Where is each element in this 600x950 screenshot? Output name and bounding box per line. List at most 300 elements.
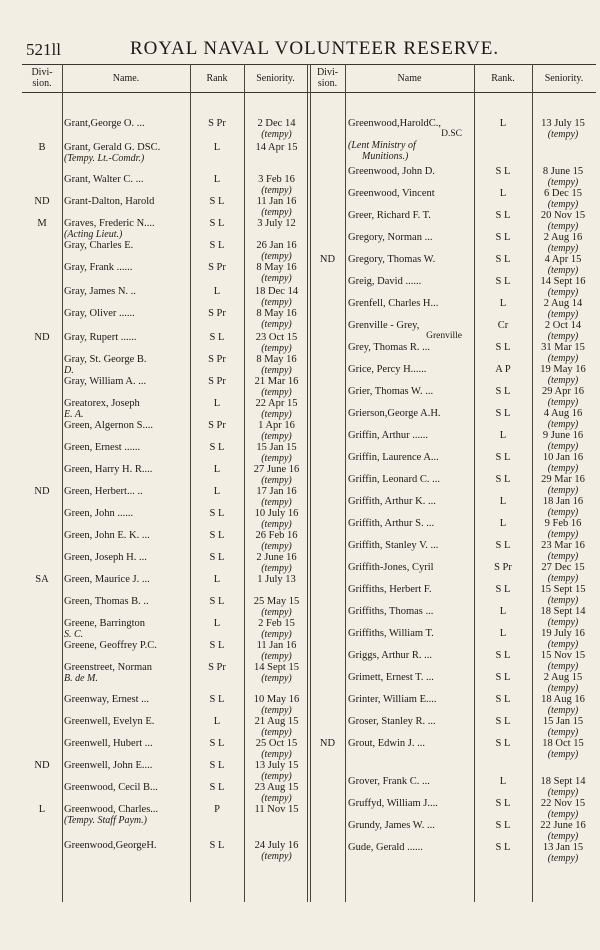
seniority-date: 9 Feb 16 <box>544 518 582 529</box>
name-text: Grinter, William E.... <box>348 694 437 705</box>
name-cell <box>348 518 462 529</box>
rank-cell: L <box>499 188 507 199</box>
seniority-note: (tempy) <box>261 365 292 376</box>
seniority-cell <box>246 840 307 862</box>
rank-cell: S Pr <box>208 308 226 319</box>
seniority-cell <box>532 298 594 320</box>
name-cell <box>348 276 462 287</box>
name-text: Greenwood, John D. <box>348 166 435 177</box>
seniority-note: (tempy) <box>261 673 292 684</box>
seniority-date: 2 Feb 15 <box>258 618 295 629</box>
name-cell <box>348 188 462 199</box>
seniority-cell <box>532 540 594 562</box>
seniority-note: (tempy) <box>547 809 579 820</box>
name-subtext: Grenville <box>426 331 462 341</box>
seniority-note: (tempy) <box>261 519 292 530</box>
seniority-date: 4 Aug 16 <box>543 408 583 419</box>
seniority-cell <box>532 842 594 864</box>
rank-cell: S L <box>209 218 225 229</box>
name-cell <box>64 840 190 851</box>
name-text: Griffin, Laurence A... <box>348 452 439 463</box>
name-cell <box>64 218 190 240</box>
seniority-date: 11 Jan 16 <box>256 196 297 207</box>
seniority-note: (tempy) <box>547 397 579 408</box>
seniority-note: (tempy) <box>261 607 292 618</box>
name-cell <box>64 530 190 541</box>
name-subtext: D.SC <box>441 129 462 139</box>
seniority-date: 1 Apr 16 <box>258 420 295 431</box>
name-text: Grout, Edwin J. ... <box>348 738 425 749</box>
rank-cell: S Pr <box>208 262 226 273</box>
rank-cell: L <box>499 430 507 441</box>
name-text: Grimett, Ernest T. ... <box>348 672 434 683</box>
seniority-note: (tempy) <box>547 595 579 606</box>
name-cell <box>348 342 462 353</box>
name-cell <box>64 486 190 497</box>
name-text: Greene, Geoffrey P.C. <box>64 640 157 651</box>
name-text: Greenwell, Evelyn E. <box>64 716 155 727</box>
seniority-cell <box>246 662 307 684</box>
name-text: Griffiths, Thomas ... <box>348 606 434 617</box>
rank-cell: S L <box>495 474 511 485</box>
rank-cell: L <box>499 518 507 529</box>
seniority-date: 24 July 16 <box>254 840 299 851</box>
seniority-cell <box>246 486 307 508</box>
name-text: Graves, Frederic N.... <box>64 218 155 229</box>
name-text: Grenfell, Charles H... <box>348 298 439 309</box>
rank-cell: S L <box>495 738 511 749</box>
seniority-date: 29 Mar 16 <box>541 474 585 485</box>
name-text: Gude, Gerald ...... <box>348 842 423 853</box>
name-cell <box>348 320 462 342</box>
seniority-date: 20 Nov 15 <box>540 210 586 221</box>
seniority-note: (tempy) <box>261 273 292 284</box>
rank-cell: L <box>499 118 507 129</box>
name-text: Greenwood, Charles... <box>64 804 159 815</box>
seniority-cell <box>246 240 307 262</box>
name-cell <box>64 662 190 684</box>
seniority-note: (tempy) <box>547 749 579 760</box>
seniority-cell <box>532 232 594 254</box>
seniority-cell <box>246 574 307 585</box>
seniority-note: (tempy) <box>261 771 292 782</box>
seniority-date: 26 Jan 16 <box>256 240 297 251</box>
name-text: Griffin, Leonard C. ... <box>348 474 440 485</box>
seniority-cell <box>246 530 307 552</box>
rank-cell: S Pr <box>208 420 226 431</box>
seniority-cell <box>532 386 594 408</box>
seniority-date: 23 Aug 15 <box>254 782 299 793</box>
seniority-date: 3 Feb 16 <box>258 174 295 185</box>
name-text: Greene, Barrington <box>64 618 146 629</box>
seniority-note: (tempy) <box>547 221 579 232</box>
rank-cell: S L <box>209 640 225 651</box>
name-cell <box>64 174 190 185</box>
name-text: Grierson,George A.H. <box>348 408 441 419</box>
seniority-date: 10 July 16 <box>254 508 299 519</box>
seniority-cell <box>532 166 594 188</box>
name-text: Green, Thomas B. .. <box>64 596 149 607</box>
seniority-cell <box>532 606 594 628</box>
seniority-cell <box>246 308 307 330</box>
name-subtext: (Acting Lieut.) <box>64 229 123 240</box>
name-text: Griffiths, William T. <box>348 628 434 639</box>
rank-cell: S L <box>495 254 511 265</box>
seniority-note: (tempy) <box>547 199 579 210</box>
name-cell <box>64 508 190 519</box>
name-subtext: D. <box>64 365 74 376</box>
seniority-note: (tempy) <box>547 573 579 584</box>
seniority-cell <box>246 262 307 284</box>
name-text: Green, Maurice J. ... <box>64 574 150 585</box>
name-cell <box>348 738 462 749</box>
table-top-rule <box>22 64 596 65</box>
name-text: Gruffyd, William J.... <box>348 798 438 809</box>
name-cell <box>348 452 462 463</box>
seniority-cell <box>532 210 594 232</box>
rank-cell: S L <box>209 596 225 607</box>
rank-cell: L <box>213 174 221 185</box>
name-cell <box>348 672 462 683</box>
seniority-note: (tempy) <box>261 431 292 442</box>
seniority-cell <box>246 420 307 442</box>
seniority-note: (tempy) <box>261 497 292 508</box>
name-text: Gray, Frank ...... <box>64 262 133 273</box>
seniority-date: 15 Sept 15 <box>540 584 586 595</box>
seniority-note: (tempy) <box>547 441 579 452</box>
name-text: Grant, Gerald G. DSC. <box>64 142 161 153</box>
name-cell <box>348 430 462 441</box>
name-text: Gregory, Thomas W. <box>348 254 436 265</box>
seniority-note: (tempy) <box>547 853 579 864</box>
rank-cell: S L <box>495 694 511 705</box>
seniority-date: 14 Apr 15 <box>255 142 298 153</box>
name-text: Gray, William A. ... <box>64 376 147 387</box>
seniority-date: 2 Aug 16 <box>543 232 583 243</box>
rank-cell: S L <box>495 820 511 831</box>
seniority-date: 27 June 16 <box>253 464 300 475</box>
name-cell <box>348 628 462 639</box>
seniority-cell <box>246 640 307 662</box>
rank-cell: S L <box>495 798 511 809</box>
seniority-note: (tempy) <box>547 617 579 628</box>
seniority-note: (tempy) <box>261 475 292 486</box>
name-cell <box>348 716 462 727</box>
seniority-cell <box>532 518 594 540</box>
seniority-cell <box>246 618 307 640</box>
rank-cell: L <box>499 298 507 309</box>
seniority-cell <box>246 442 307 464</box>
seniority-date: 6 Dec 15 <box>544 188 582 199</box>
name-cell <box>64 142 190 164</box>
name-text: Grice, Percy H...... <box>348 364 427 375</box>
rank-cell: S L <box>495 452 511 463</box>
seniority-note: (tempy) <box>547 265 579 276</box>
name-cell <box>64 552 190 563</box>
seniority-cell <box>532 496 594 518</box>
seniority-cell <box>246 398 307 420</box>
rank-cell: P <box>214 804 220 815</box>
seniority-note: (tempy) <box>547 529 579 540</box>
name-cell <box>348 650 462 661</box>
seniority-note: (tempy) <box>547 177 579 188</box>
name-text: Griffiths, Herbert F. <box>348 584 432 595</box>
name-text: Grant,George O. ... <box>64 118 145 129</box>
division-cell: M <box>37 218 47 229</box>
page-title: ROYAL NAVAL VOLUNTEER RESERVE. <box>130 38 500 59</box>
seniority-date: 15 Jan 15 <box>542 716 584 727</box>
name-cell <box>348 562 462 573</box>
name-text: Green, Ernest ...... <box>64 442 141 453</box>
page-header <box>0 34 600 64</box>
seniority-date: 21 Aug 15 <box>254 716 299 727</box>
seniority-cell <box>532 254 594 276</box>
name-cell <box>348 540 462 551</box>
seniority-date: 22 Apr 15 <box>255 398 298 409</box>
name-cell <box>64 640 190 651</box>
name-text: Grover, Frank C. ... <box>348 776 430 787</box>
seniority-date: 23 Oct 15 <box>255 332 298 343</box>
rank-cell: L <box>213 486 221 497</box>
seniority-cell <box>246 804 307 815</box>
name-cell <box>348 364 462 375</box>
rank-cell: S L <box>209 442 225 453</box>
rank-cell: S Pr <box>208 354 226 365</box>
seniority-note: (tempy) <box>547 705 579 716</box>
rank-cell: S L <box>209 332 225 343</box>
seniority-date: 2 Oct 14 <box>544 320 582 331</box>
rank-cell: S L <box>209 508 225 519</box>
seniority-cell <box>246 174 307 196</box>
roster-table <box>22 64 596 902</box>
seniority-date: 17 Jan 16 <box>256 486 297 497</box>
seniority-date: 10 Jan 16 <box>542 452 584 463</box>
rank-cell: S Pr <box>208 662 226 673</box>
seniority-cell <box>532 694 594 716</box>
name-cell <box>64 262 190 273</box>
seniority-note: (tempy) <box>261 651 292 662</box>
seniority-date: 18 Dec 14 <box>254 286 299 297</box>
seniority-date: 10 May 16 <box>253 694 300 705</box>
name-cell <box>64 694 190 705</box>
division-cell: ND <box>34 486 50 497</box>
name-cell <box>348 584 462 595</box>
seniority-cell <box>246 552 307 574</box>
rank-cell: L <box>213 398 221 409</box>
seniority-date: 11 Jan 16 <box>256 640 297 651</box>
seniority-date: 13 July 15 <box>541 118 585 129</box>
page-number: 521ll <box>26 40 61 59</box>
seniority-cell <box>246 782 307 804</box>
division-cell: ND <box>319 254 336 265</box>
seniority-note: (tempy) <box>261 207 292 218</box>
seniority-date: 21 Mar 16 <box>254 376 299 387</box>
name-cell <box>64 240 190 251</box>
name-subtext: B. de M. <box>64 673 98 684</box>
seniority-note: (tempy) <box>547 485 579 496</box>
seniority-date: 18 Sept 14 <box>540 606 586 617</box>
name-text: Greenway, Ernest ... <box>64 694 150 705</box>
rank-cell: S L <box>209 782 225 793</box>
name-text: Green, Herbert... .. <box>64 486 143 497</box>
name-cell <box>64 354 190 376</box>
rank-cell: S L <box>495 842 511 853</box>
seniority-cell <box>246 196 307 218</box>
seniority-date: 15 Nov 15 <box>540 650 586 661</box>
name-text: Green, John E. K. ... <box>64 530 150 541</box>
name-text: Greenwood, Vincent <box>348 188 435 199</box>
header-rank-right: Rank. <box>491 73 515 84</box>
name-cell <box>64 442 190 453</box>
name-cell <box>348 496 462 507</box>
rank-cell: L <box>499 606 507 617</box>
seniority-date: 29 Apr 16 <box>542 386 584 397</box>
rank-cell: S L <box>209 760 225 771</box>
name-cell <box>348 254 462 265</box>
rank-cell: L <box>213 716 221 727</box>
col-rule <box>190 64 191 902</box>
seniority-note: (tempy) <box>261 387 292 398</box>
name-text: Griffith, Arthur S. ... <box>348 518 435 529</box>
name-cell <box>348 232 462 243</box>
seniority-note: (tempy) <box>261 453 292 464</box>
name-text: Grant, Walter C. ... <box>64 174 144 185</box>
name-text: Greer, Richard F. T. <box>348 210 431 221</box>
seniority-note: (tempy) <box>547 463 579 474</box>
name-text: Grey, Thomas R. ... <box>348 342 430 353</box>
name-text: Green, Joseph H. ... <box>64 552 147 563</box>
col-rule <box>310 64 311 902</box>
seniority-note: (tempy) <box>547 551 579 562</box>
seniority-cell <box>532 276 594 298</box>
rank-cell: S L <box>209 196 225 207</box>
name-cell <box>64 574 190 585</box>
seniority-date: 2 June 16 <box>256 552 297 563</box>
seniority-note: (tempy) <box>547 727 579 738</box>
seniority-cell <box>532 364 594 386</box>
name-text: Green, Algernon S.... <box>64 420 153 431</box>
name-cell <box>64 716 190 727</box>
name-cell <box>348 118 462 162</box>
name-cell <box>348 408 462 419</box>
seniority-note: (tempy) <box>547 831 579 842</box>
seniority-note: (tempy) <box>261 793 292 804</box>
seniority-date: 27 Dec 15 <box>541 562 585 573</box>
name-text: Grundy, James W. ... <box>348 820 435 831</box>
name-text: Greig, David ...... <box>348 276 422 287</box>
division-cell: ND <box>34 760 50 771</box>
name-text: Gray, Charles E. <box>64 240 134 251</box>
seniority-date: 13 Jan 15 <box>542 842 584 853</box>
rank-cell: S L <box>495 342 511 353</box>
name-cell <box>348 298 462 309</box>
name-cell <box>64 332 190 343</box>
rank-cell: S L <box>495 232 511 243</box>
seniority-note: (tempy) <box>261 343 292 354</box>
seniority-note: (tempy) <box>547 507 579 518</box>
header-seniority: Seniority. <box>256 73 295 84</box>
seniority-date: 15 Jan 15 <box>256 442 297 453</box>
seniority-cell <box>532 118 594 140</box>
rank-cell: Cr <box>497 320 509 331</box>
header-seniority-right: Seniority. <box>544 73 584 84</box>
name-text: Grier, Thomas W. ... <box>348 386 434 397</box>
seniority-note: (tempy) <box>261 727 292 738</box>
seniority-date: 22 Nov 15 <box>540 798 586 809</box>
name-cell <box>64 464 190 475</box>
name-subtext: Munitions.) <box>362 151 409 162</box>
seniority-date: 9 June 16 <box>542 430 584 441</box>
name-cell <box>64 804 190 826</box>
seniority-note: (tempy) <box>547 683 579 694</box>
seniority-date: 25 Oct 15 <box>255 738 298 749</box>
header-rank: Rank <box>206 73 228 84</box>
name-cell <box>64 420 190 431</box>
name-text: Greenstreet, Norman <box>64 662 153 673</box>
seniority-date: 2 Dec 14 <box>257 118 296 129</box>
seniority-cell <box>532 188 594 210</box>
name-cell <box>348 606 462 617</box>
name-cell <box>348 694 462 705</box>
col-rule <box>307 64 308 902</box>
name-cell <box>64 308 190 319</box>
seniority-cell <box>246 694 307 716</box>
seniority-note: (tempy) <box>547 353 579 364</box>
name-text: Greatorex, Joseph <box>64 398 140 409</box>
name-subtext: S. C. <box>64 629 84 640</box>
seniority-date: 26 Feb 16 <box>255 530 298 541</box>
seniority-note: (tempy) <box>261 749 292 760</box>
seniority-date: 4 Apr 15 <box>544 254 582 265</box>
seniority-date: 8 June 15 <box>542 166 584 177</box>
seniority-cell <box>246 508 307 530</box>
header-name-right: Name <box>397 73 422 84</box>
seniority-date: 3 July 12 <box>257 218 296 229</box>
name-cell <box>64 118 190 129</box>
rank-cell: L <box>213 286 221 297</box>
rank-cell: L <box>213 618 221 629</box>
rank-cell: S L <box>495 716 511 727</box>
seniority-cell <box>246 286 307 308</box>
name-text: Grenville - Grey, <box>348 320 420 331</box>
seniority-cell <box>532 408 594 430</box>
division-cell: B <box>38 142 46 153</box>
name-cell <box>64 398 190 420</box>
name-text: Griggs, Arthur R. ... <box>348 650 432 661</box>
seniority-cell <box>532 474 594 496</box>
name-text: Gregory, Norman ... <box>348 232 433 243</box>
seniority-cell <box>532 342 594 364</box>
rank-cell: L <box>499 628 507 639</box>
rank-cell: S L <box>495 650 511 661</box>
name-cell <box>64 618 190 640</box>
seniority-cell <box>246 332 307 354</box>
name-subtext: (Tempy. Lt.-Comdr.) <box>64 153 145 164</box>
name-text: Griffith-Jones, Cyril <box>348 562 434 573</box>
name-text: Griffin, Arthur ...... <box>348 430 429 441</box>
seniority-date: 8 May 16 <box>256 262 297 273</box>
seniority-date: 11 Nov 15 <box>254 804 299 815</box>
seniority-date: 14 Sept 16 <box>540 276 586 287</box>
name-cell <box>348 776 462 787</box>
name-cell <box>348 798 462 809</box>
seniority-note: (tempy) <box>261 629 292 640</box>
seniority-note: (tempy) <box>547 661 579 672</box>
rank-cell: S L <box>209 530 225 541</box>
seniority-cell <box>532 776 594 798</box>
name-text: Griffith, Arthur K. ... <box>348 496 436 507</box>
seniority-date: 18 Jan 16 <box>542 496 584 507</box>
